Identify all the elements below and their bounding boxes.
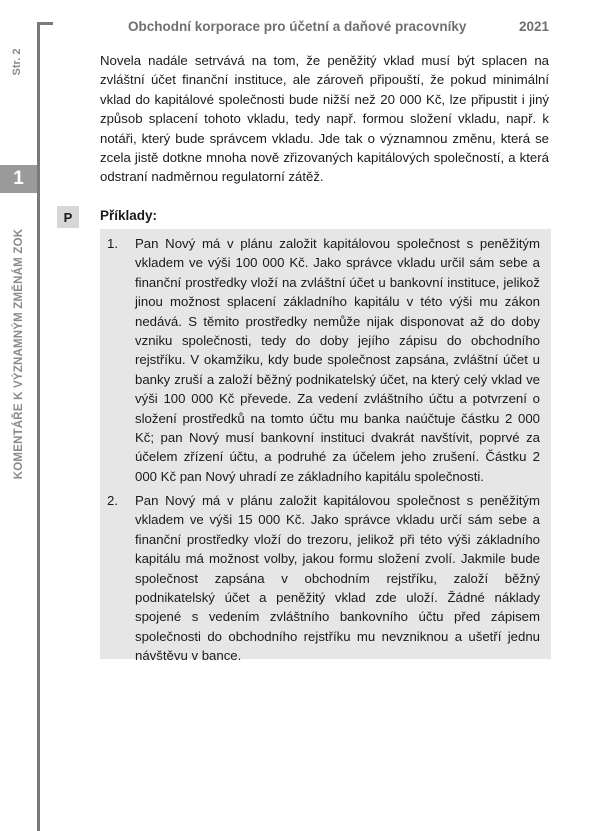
example-text: Pan Nový má v plánu založit kapitálovou společnost s peněžitým vkladem ve výši 15 000 Kč. Jako správce vkladu určí sám sebe a finanční prostředky vloží do trezoru, jelikož při této výši základního kapitálu má možnost volby, jakou formu složení zvolí. Jakmile bude společnost zapsána v obchodním rejstříku, založí běžný podnikatelský účet a peněžitý vklad zde uloží. Žádné náklady spojené s vedením zvláštního bankovního účtu před zápisem společnosti do obchodního rejstříku mu nevzniknou a ušetří jednu návštěvu v bance. [135, 493, 540, 664]
examples-title: Příklady: [100, 208, 158, 223]
examples-badge: P [57, 206, 79, 228]
page-label: Str. 2 [11, 48, 23, 76]
intro-paragraph: Novela nadále setrvává na tom, že peněžitý vklad musí být splacen na zvláštní účet finanční instituce, ale zároveň připouští, že pokud minimální vklad do kapitálové společnosti bude nižší než 20 000 Kč, lze připustit i jiný způsob splacení tohoto vkladu, tedy např. formou složení vkladu, např. k notáři, který bude správcem vkladu. Jde tak o významnou změnu, která se zcela jistě dotkne mnoha nově zřizovaných kapitálových společností, a která odstraní nadměrnou regulatorní zátěž. [100, 53, 549, 185]
chapter-title: KOMENTÁŘE K VÝZNAMNÝM ZMĚNÁM ZOK [13, 228, 25, 480]
example-text: Pan Nový má v plánu založit kapitálovou společnost s peněžitým vkladem ve výši 100 000 Kč. Jako správce vkladu určil sám sebe a finanční prostředky vloží na zvláštní účet u bankovní instituce, jelikož jinou možnost splacení základního kapitálu v této výši mu zákon nedává. S těmito prostředky nemůže nijak disponovat až do doby vzniku společnosti, tedy do doby jejího zápisu do obchodního rejstříku. V okamžiku, kdy bude společnost zapsána, zvláštní účet u banky zruší a založí běžný podnikatelský účet, na který celý vklad ve výši 100 000 Kč převede. Za vedení zvláštního účtu a potvrzení o složení prostředků na tomto účtu mu banka naúčtuje částku 2 000 Kč; pan Nový musí bankovní instituci dvakrát navštívit, poprvé za účelem zřízení účtu, a podruhé za účelem jeho zrušení. Částku 2 000 Kč pan Nový uhradí ze základního kapitálu společnosti. [135, 236, 540, 484]
example-number: 2. [107, 493, 118, 508]
chapter-number: 1 [0, 165, 37, 193]
header-title: Obchodní korporace pro účetní a daňové pracovníky [128, 19, 467, 34]
margin-rule-tick [37, 22, 53, 25]
header-year: 2021 [518, 19, 549, 34]
examples-box [100, 229, 551, 664]
running-header [128, 19, 549, 39]
example-number: 1. [107, 236, 118, 251]
margin-rule [37, 22, 40, 831]
